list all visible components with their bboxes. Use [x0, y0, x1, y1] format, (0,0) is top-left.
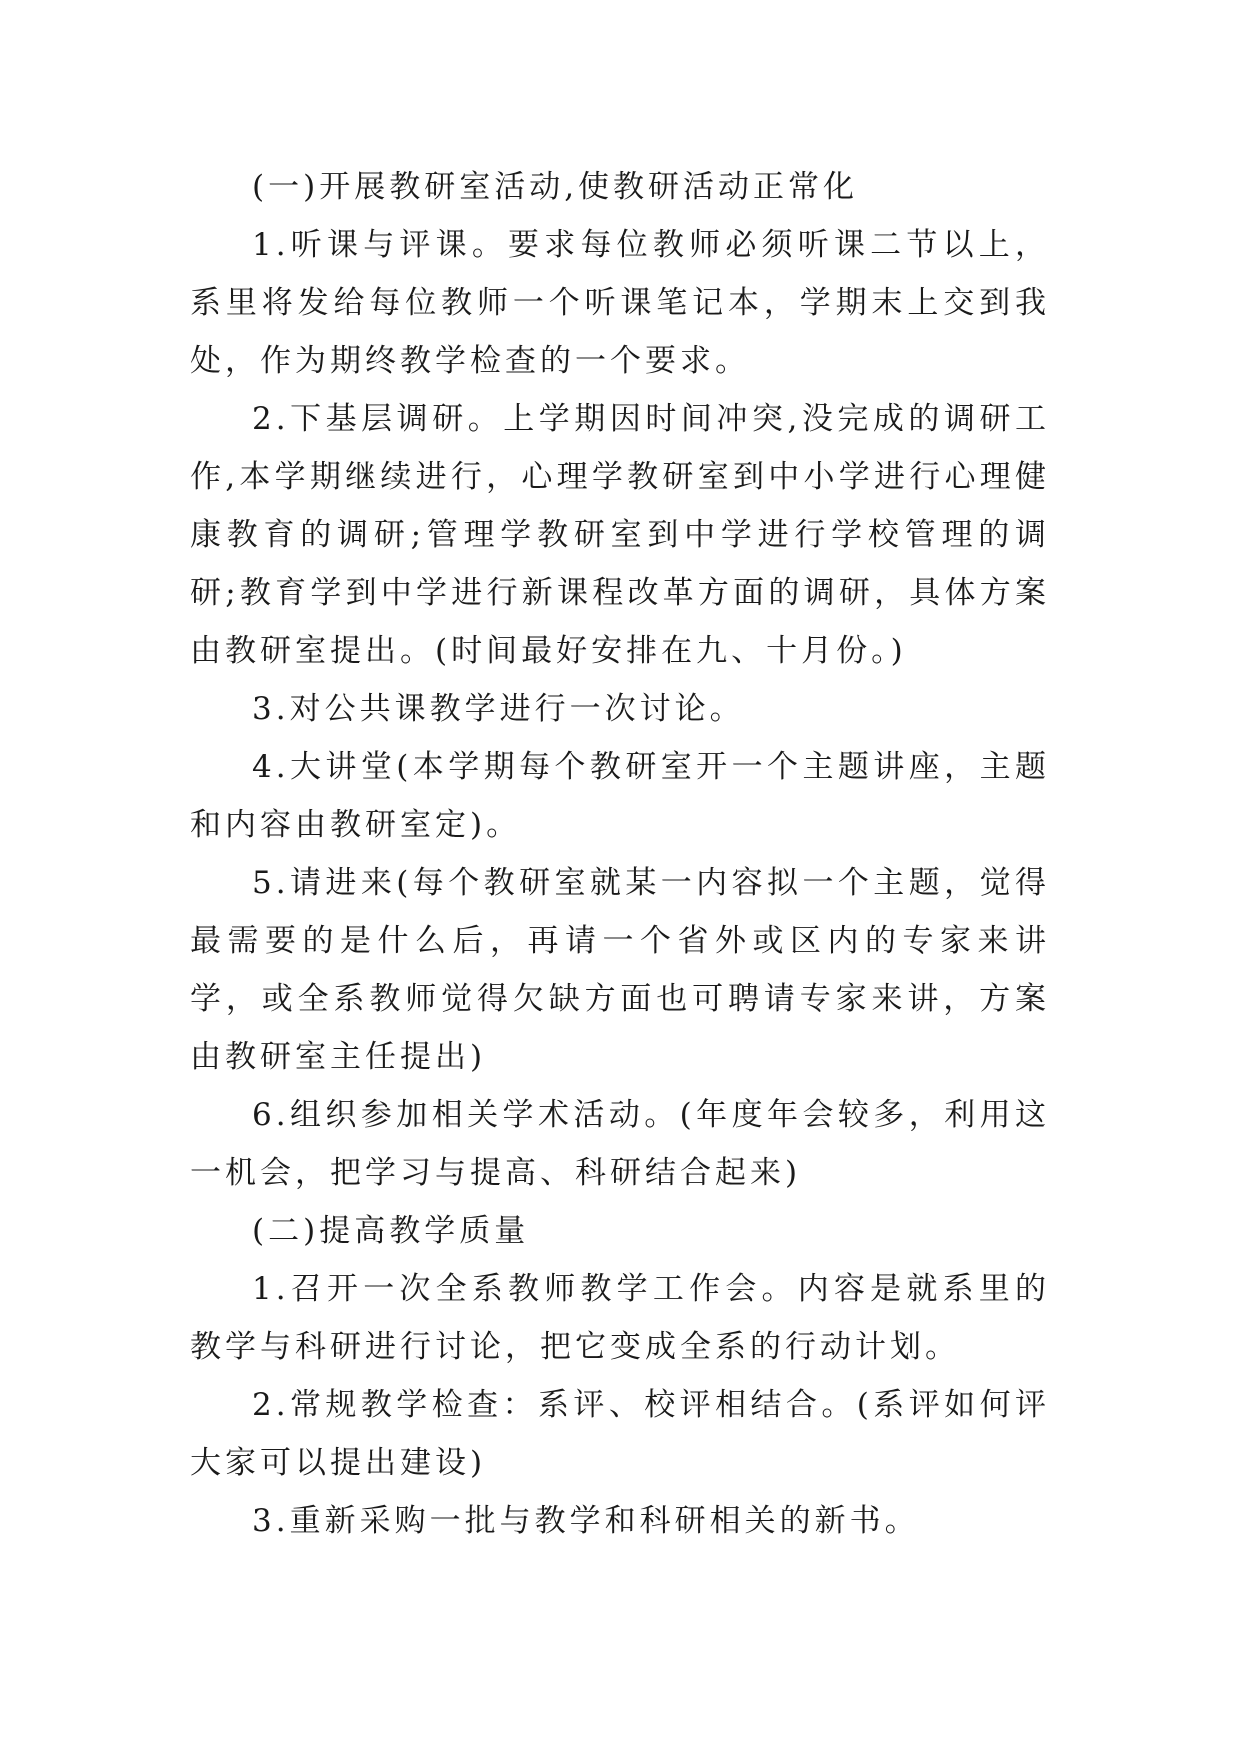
paragraph-2-1: 1.召开一次全系教师教学工作会。内容是就系里的教学与科研进行讨论，把它变成全系的行动计划。	[190, 1271, 1050, 1365]
document-body	[190, 158, 1050, 1550]
paragraph-1-6: 6.组织参加相关学术活动。(年度年会较多，利用这一机会，把学习与提高、科研结合起来)	[190, 1097, 1050, 1191]
paragraph-1-1: 1.听课与评课。要求每位教师必须听课二节以上，系里将发给每位教师一个听课笔记本，学期末上交到我处，作为期终教学检查的一个要求。	[190, 227, 1050, 379]
paragraph-2-3: 3.重新采购一批与教学和科研相关的新书。	[252, 1503, 920, 1539]
paragraph-1-4: 4.大讲堂(本学期每个教研室开一个主题讲座，主题和内容由教研室定)。	[190, 749, 1050, 843]
paragraph-1-2: 2.下基层调研。上学期因时间冲突,没完成的调研工作,本学期继续进行，心理学教研室到中小学进行心理健康教育的调研;管理学教研室到中学进行学校管理的调研;教育学到中学进行新课程改革方面的调研，具体方案由教研室提出。(时间最好安排在九、十月份。)	[190, 401, 1050, 669]
paragraph-1-3: 3.对公共课教学进行一次讨论。	[252, 691, 745, 727]
paragraph-1-5: 5.请进来(每个教研室就某一内容拟一个主题，觉得最需要的是什么后，再请一个省外或区内的专家来讲学，或全系教师觉得欠缺方面也可聘请专家来讲，方案由教研室主任提出)	[190, 865, 1050, 1075]
section-heading-1: (一)开展教研室活动,使教研活动正常化	[252, 169, 859, 205]
section-heading-2: (二)提高教学质量	[252, 1213, 530, 1249]
paragraph-2-2: 2.常规教学检查：系评、校评相结合。(系评如何评大家可以提出建设)	[190, 1387, 1050, 1481]
